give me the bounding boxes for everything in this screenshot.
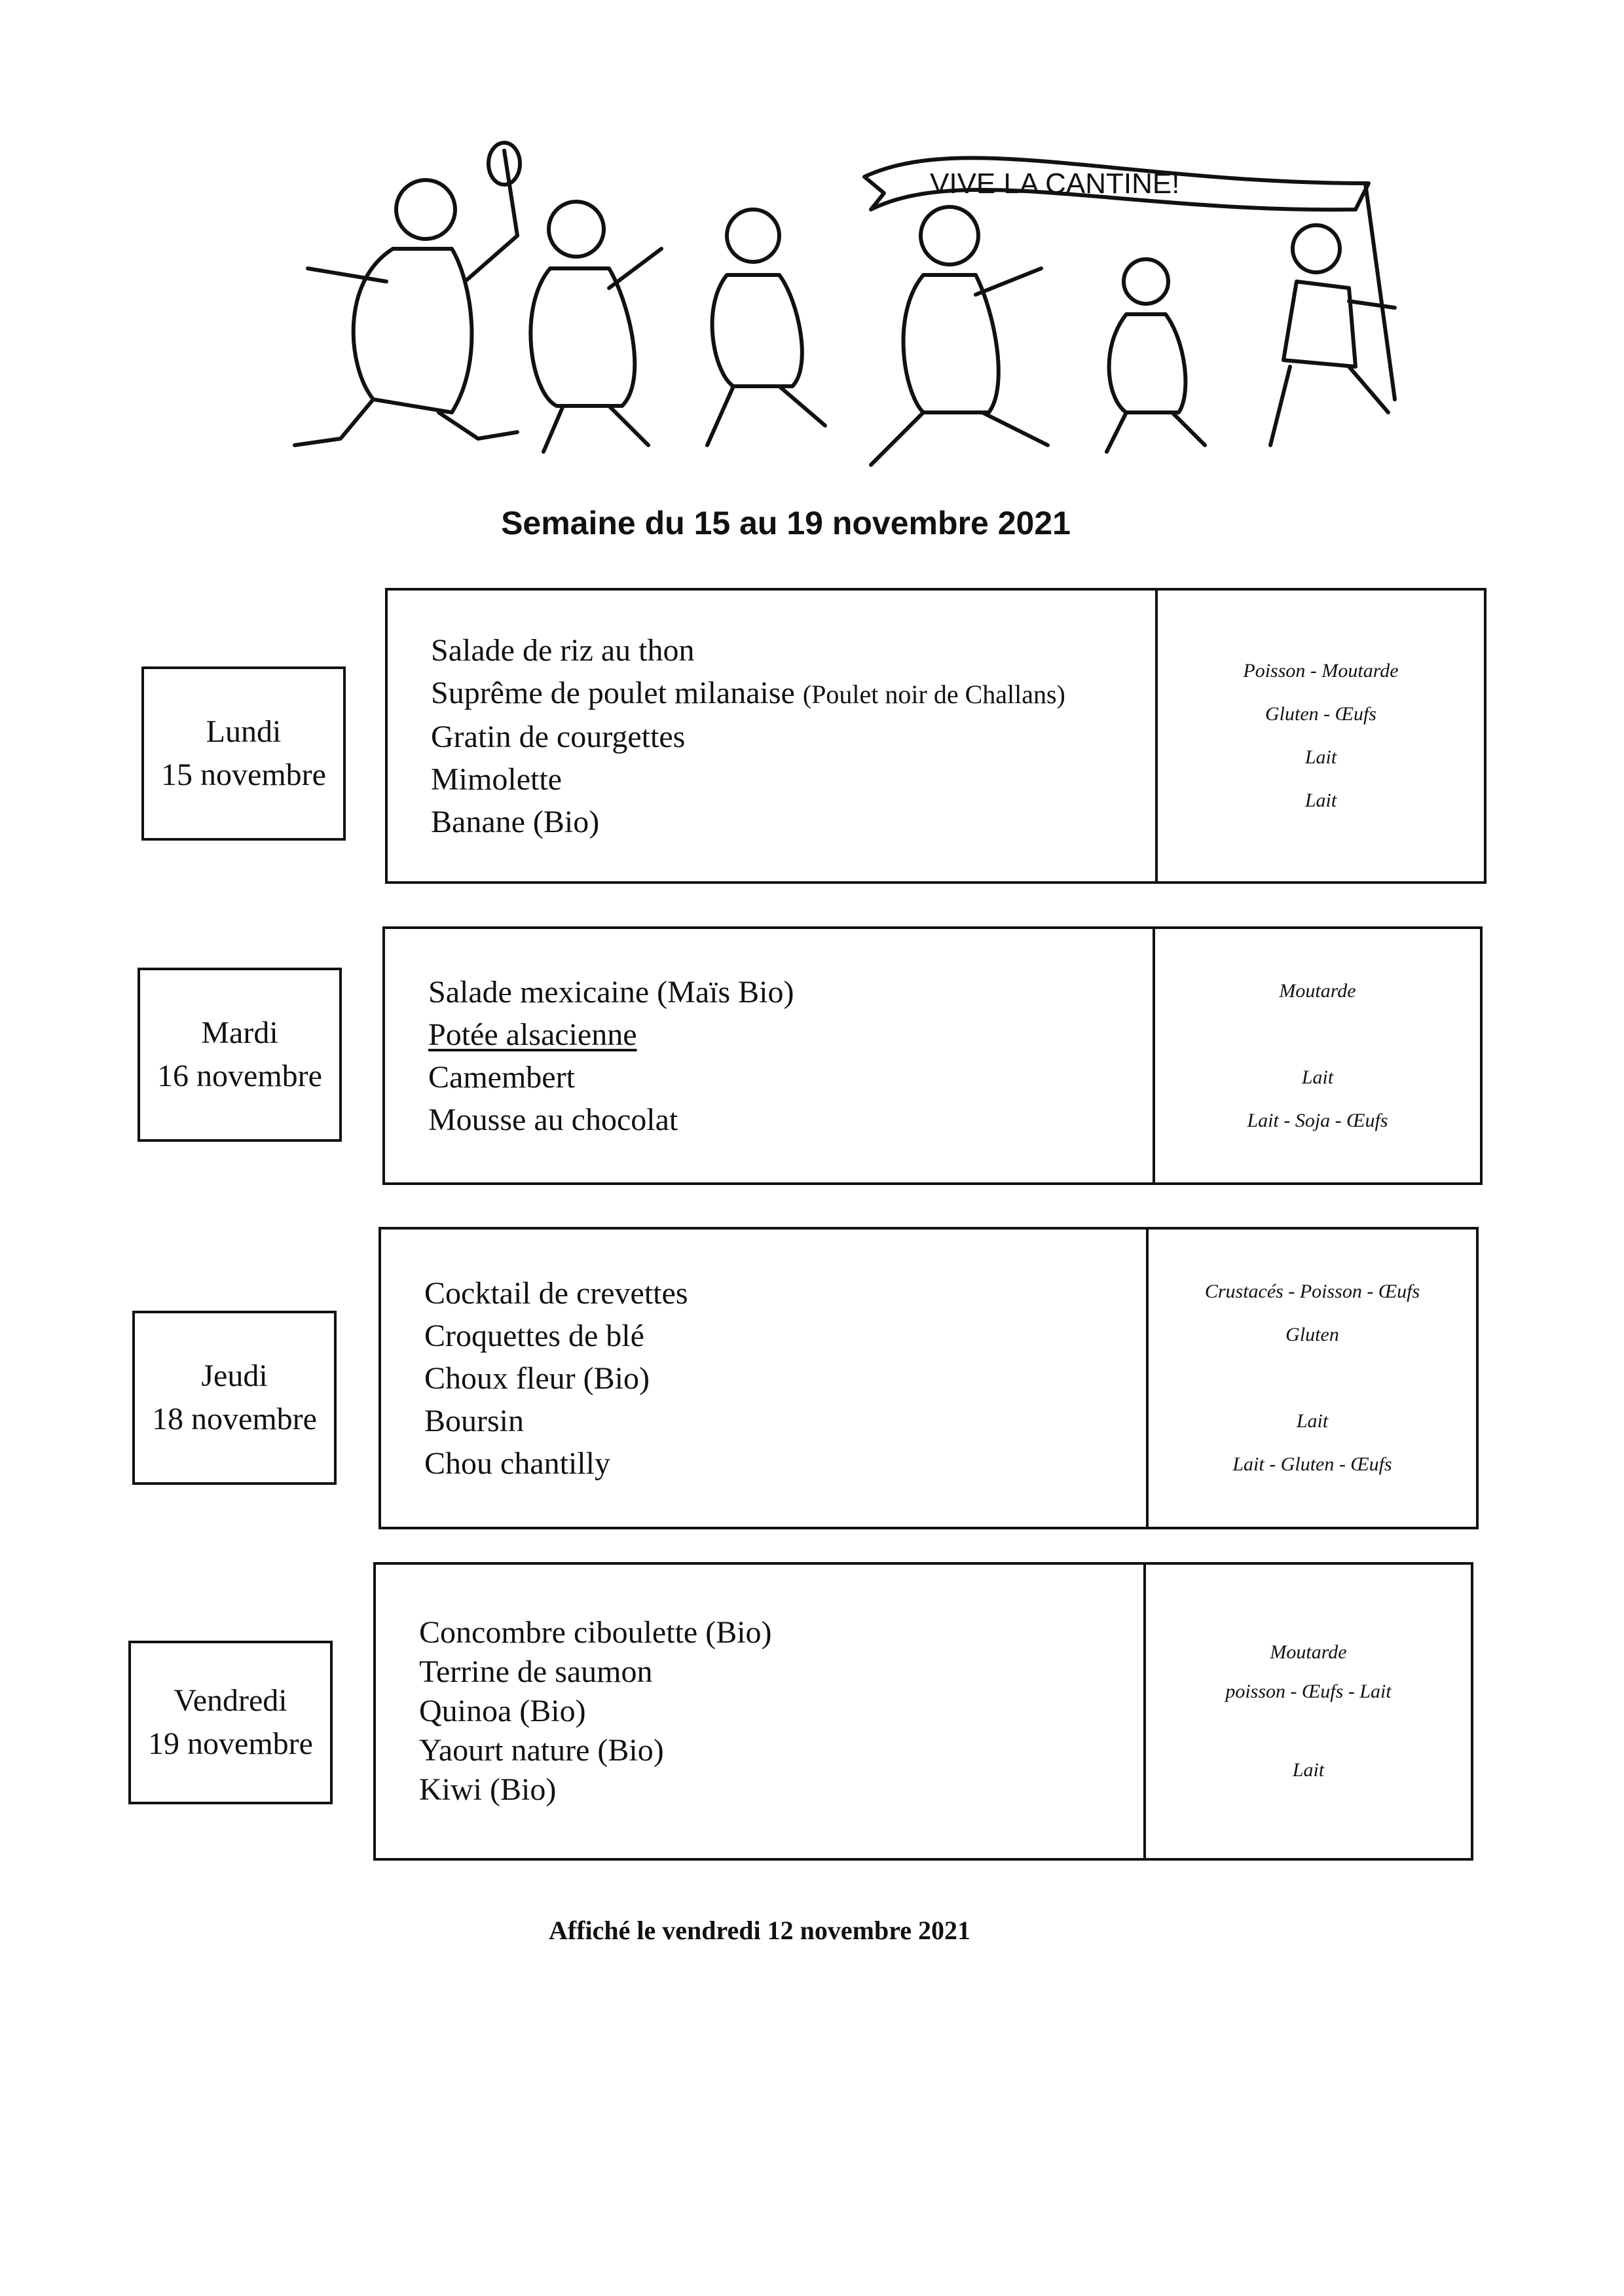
- dish-list: [385, 929, 1155, 1182]
- day-box-vendredi: [128, 1641, 333, 1804]
- day-name: Mardi: [201, 1015, 278, 1050]
- dish: Kiwi (Bio): [419, 1772, 557, 1807]
- dish: Choux fleur (Bio): [424, 1360, 650, 1396]
- allergen-list: [1149, 1230, 1476, 1527]
- day-name: Vendredi: [174, 1683, 287, 1718]
- day-date: 18 novembre: [152, 1402, 317, 1436]
- allergen-list: [1155, 929, 1480, 1182]
- allergen: Lait - Soja - Œufs: [1247, 1109, 1388, 1131]
- day-box-lundi: [141, 666, 346, 841]
- allergen: Lait - Gluten - Œufs: [1232, 1453, 1392, 1475]
- dish: Salade mexicaine (Maïs Bio): [428, 974, 794, 1010]
- allergen: Poisson - Moutarde: [1243, 660, 1399, 682]
- menu-box-jeudi: [378, 1227, 1479, 1529]
- dish: Potée alsacienne: [428, 1017, 637, 1052]
- menu-box-mardi: [382, 926, 1483, 1185]
- dish: Quinoa (Bio): [419, 1694, 586, 1728]
- allergen: Gluten: [1285, 1324, 1339, 1345]
- day-date: 16 novembre: [157, 1059, 322, 1093]
- day-date: 19 novembre: [148, 1726, 313, 1761]
- banner-text: VIVE LA CANTINE!: [930, 168, 1180, 200]
- dish-list: [381, 1230, 1149, 1527]
- dish: Camembert: [428, 1059, 575, 1095]
- dish: Banane (Bio): [431, 804, 600, 839]
- allergen: Crustacés - Poisson - Œufs: [1204, 1281, 1420, 1302]
- dish: Mousse au chocolat: [428, 1102, 678, 1137]
- dish-list: [376, 1565, 1146, 1858]
- dish: Terrine de saumon: [419, 1654, 653, 1689]
- menu-box-lundi: [385, 588, 1486, 884]
- menu-box-vendredi: [373, 1562, 1473, 1861]
- dish: Croquettes de blé: [424, 1318, 644, 1353]
- allergen-list: [1158, 591, 1484, 881]
- allergen: Lait: [1296, 1410, 1329, 1432]
- day-name: Lundi: [206, 714, 282, 749]
- day-box-mardi: [138, 968, 342, 1142]
- dish: Concombre ciboulette (Bio): [419, 1615, 772, 1650]
- allergen: Lait: [1304, 790, 1337, 811]
- dish-list: [388, 591, 1158, 881]
- day-name: Jeudi: [201, 1358, 268, 1393]
- allergen: Lait: [1292, 1759, 1325, 1781]
- dish: Salade de riz au thon: [431, 632, 695, 668]
- dish: Yaourt nature (Bio): [419, 1733, 664, 1768]
- dish: Suprême de poulet milanaise (Poulet noir de Challans): [431, 675, 1065, 710]
- allergen: Gluten - Œufs: [1265, 703, 1376, 725]
- dish: Gratin de courgettes: [431, 719, 686, 754]
- cantine-illustration: [177, 137, 1421, 478]
- allergen-list: [1146, 1565, 1471, 1858]
- allergen: Moutarde: [1270, 1641, 1347, 1663]
- allergen: Lait: [1304, 746, 1337, 768]
- day-date: 15 novembre: [161, 757, 326, 792]
- week-title: Semaine du 15 au 19 novembre 2021: [501, 505, 1071, 541]
- allergen: poisson - Œufs - Lait: [1225, 1681, 1392, 1702]
- allergen: Moutarde: [1279, 979, 1356, 1002]
- day-box-jeudi: [132, 1311, 337, 1485]
- dish: Boursin: [424, 1403, 525, 1438]
- posted-date: Affiché le vendredi 12 novembre 2021: [548, 1916, 970, 1945]
- dish: Cocktail de crevettes: [424, 1275, 688, 1311]
- dish: Mimolette: [431, 761, 562, 797]
- dish: Chou chantilly: [424, 1446, 610, 1481]
- allergen: Lait: [1301, 1066, 1334, 1088]
- dish-note: (Poulet noir de Challans): [802, 679, 1065, 709]
